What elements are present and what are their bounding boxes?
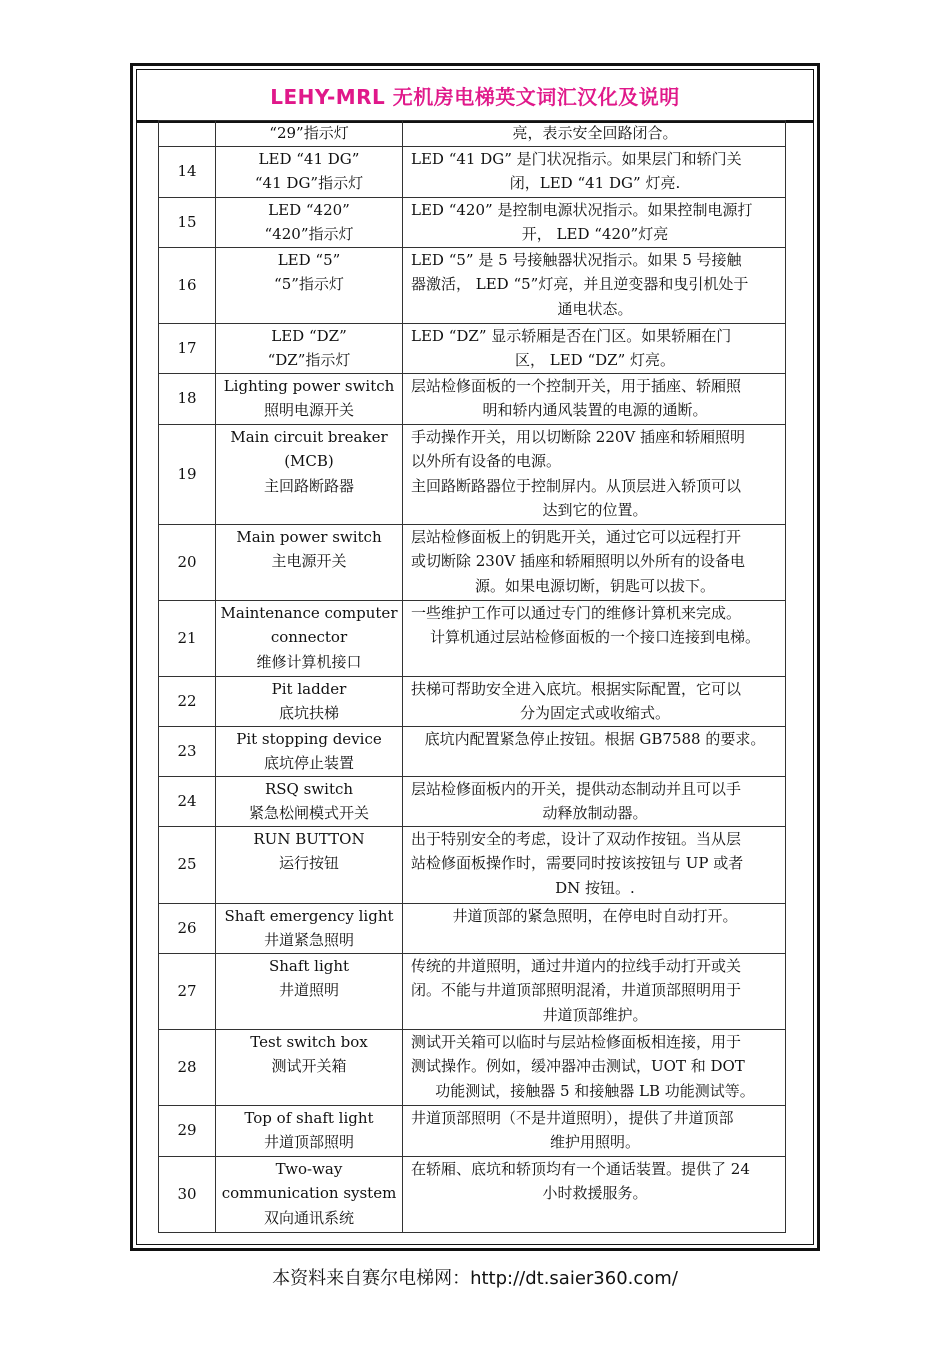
table-row [159,903,786,953]
term-name-line: communication system [221,1184,397,1202]
term-name-line: 照明电源开关 [263,401,354,419]
term-description [403,1105,786,1156]
term-name-line: “5”指示灯 [274,275,344,293]
term-description-line: 手动操作开关，用以切断除 220V 插座和轿厢照明 [411,427,746,446]
term-description-line: LED “DZ” 显示轿厢是否在门区。如果轿厢在门 [411,326,732,345]
term-description-line: 器激活， LED “5”灯亮，并且逆变器和曳引机处于 [411,275,749,293]
term-description-line: 区， LED “DZ” 灯亮。 [514,351,676,369]
term-name [216,600,403,676]
row-number: 18 [159,373,216,424]
term-description-line: 以外所有设备的电源。 [411,452,562,470]
term-description-line: 测试开关箱可以临时与层站检修面板相连接，用于 [411,1032,742,1051]
glossary-table-body [159,121,786,1233]
term-description-line: 井道顶部的紧急照明，在停电时自动打开。 [452,906,738,925]
term-name-line: “41 DG”指示灯 [254,174,364,192]
term-name-line: “420”指示灯 [264,225,354,243]
term-description [403,826,786,903]
term-description-line: 在轿厢、底坑和轿顶均有一个通话装置。提供了 24 [411,1159,750,1178]
term-name [216,424,403,524]
table-row [159,776,786,826]
term-name [216,1156,403,1232]
term-name-line: Top of shaft light [244,1108,374,1127]
term-description-line: 分为固定式或收缩式。 [519,704,670,722]
term-name-line: LED “DZ” [271,326,347,345]
term-name-line: Two-way [275,1159,343,1178]
term-name-line: Lighting power switch [223,376,395,395]
table-row [159,146,786,197]
footer-url[interactable]: http://dt.saier360.com/ [470,1268,678,1289]
term-description-line: DN 按钮。. [555,878,635,897]
term-name-line: 底坑扶梯 [278,704,339,722]
term-name-line: 主电源开关 [271,552,347,570]
term-name-line: 井道紧急照明 [263,931,354,949]
table-row [159,424,786,524]
table-row [159,726,786,776]
term-description-line: 源。如果电源切断，钥匙可以拔下。 [474,576,715,595]
term-name-line: Maintenance computer [220,603,398,622]
table-row [159,676,786,726]
term-name [216,197,403,247]
row-number: 29 [159,1105,216,1156]
term-description-line: 明和轿内通风装置的电源的通断。 [482,401,708,419]
row-number: 20 [159,524,216,600]
table-row [159,323,786,373]
table-row [159,247,786,323]
term-name-line: LED “41 DG” [258,149,360,168]
term-description [403,146,786,197]
term-name-line: Shaft emergency light [224,906,394,925]
term-name [216,373,403,424]
term-name-line: LED “5” [277,250,341,269]
term-description-line: 开， LED “420”灯亮 [521,225,669,243]
term-description-line: 通电状态。 [557,299,633,318]
term-name [216,1029,403,1105]
row-number: 30 [159,1156,216,1232]
term-name-line: 井道照明 [278,981,339,999]
term-name-line: “29”指示灯 [269,124,349,142]
term-name-line: RUN BUTTON [253,829,365,848]
term-description-line: 层站检修面板内的开关，提供动态制动并且可以手 [411,779,742,798]
term-description-line: 功能测试，接触器 5 和接触器 LB 功能测试等。 [435,1081,755,1100]
term-name-line: Main power switch [236,527,382,546]
term-description-line: 闭。不能与井道顶部照明混淆，井道顶部照明用于 [411,981,742,999]
row-number: 28 [159,1029,216,1105]
term-description [403,524,786,600]
row-number [159,121,216,147]
term-description-line: 底坑内配置紧急停止按钮。根据 GB7588 的要求。 [424,729,766,748]
term-description-line: 层站检修面板的一个控制开关，用于插座、轿厢照 [411,376,742,395]
table-row [159,1105,786,1156]
term-name-line: LED “420” [268,200,350,219]
term-description-line: 或切断除 230V 插座和轿厢照明以外所有的设备电 [411,552,746,570]
row-number: 25 [159,826,216,903]
row-number: 16 [159,247,216,323]
term-description-line: 层站检修面板上的钥匙开关，通过它可以远程打开 [411,527,742,546]
term-name-line: “DZ”指示灯 [267,351,351,369]
row-number: 27 [159,953,216,1029]
table-row [159,1156,786,1232]
term-name-line: RSQ switch [264,779,354,798]
row-number: 26 [159,903,216,953]
term-description-line: 小时救援服务。 [542,1184,648,1202]
table-row [159,953,786,1029]
row-number: 23 [159,726,216,776]
term-name [216,826,403,903]
term-description-line: 井道顶部照明（不是井道照明），提供了井道顶部 [411,1108,734,1127]
term-description-line: 主回路断路器位于控制屏内。从顶层进入轿顶可以 [411,476,742,495]
term-description-line: LED “5” 是 5 号接触器状况指示。如果 5 号接触 [411,250,742,269]
term-name-line: 运行按钮 [278,854,339,872]
term-description-line: LED “41 DG” 是门状况指示。如果层门和轿门关 [411,149,742,168]
table-row [159,600,786,676]
glossary-table [158,120,786,1233]
term-name [216,146,403,197]
term-description [403,1156,786,1232]
page-title: LEHY-MRL 无机房电梯英文词汇汉化及说明 [270,84,680,109]
title-bar [137,70,813,123]
row-number: 14 [159,146,216,197]
term-name-line: connector [270,628,348,646]
term-name-line: 底坑停止装置 [263,754,354,772]
term-name [216,726,403,776]
term-name-line: Main circuit breaker [230,427,388,446]
term-name [216,953,403,1029]
term-name-line: Test switch box [250,1032,368,1051]
term-description [403,323,786,373]
term-description-line: 站检修面板操作时，需要同时按该按钮与 UP 或者 [411,854,744,872]
table-row [159,826,786,903]
row-number: 17 [159,323,216,373]
term-name [216,524,403,600]
footer [0,1264,950,1290]
term-description [403,197,786,247]
term-description-line: 扶梯可帮助安全进入底坑。根据实际配置，它可以 [411,679,742,698]
table-row [159,121,786,147]
term-description [403,247,786,323]
term-name-line: 双向通讯系统 [263,1208,354,1227]
term-description-line: 达到它的位置。 [542,501,648,519]
row-number: 21 [159,600,216,676]
term-description-line: 传统的井道照明，通过井道内的拉线手动打开或关 [411,956,742,975]
term-name [216,903,403,953]
term-description [403,903,786,953]
term-description-line: 亮，表示安全回路闭合。 [512,124,678,142]
footer-label: 本资料来自赛尔电梯网： [272,1268,471,1289]
term-description [403,776,786,826]
term-description [403,600,786,676]
table-row [159,1029,786,1105]
term-description [403,424,786,524]
term-description-line: LED “420” 是控制电源状况指示。如果控制电源打 [411,200,753,219]
term-description-line: 维护用照明。 [549,1133,640,1151]
term-description-line: 出于特别安全的考虑，设计了双动作按钮。当从层 [411,829,742,848]
term-name-line: Shaft light [268,956,350,975]
term-description-line: 测试操作。例如，缓冲器冲击测试，UOT 和 DOT [411,1057,745,1075]
term-name-line: 主回路断路器 [263,476,354,495]
term-description [403,953,786,1029]
term-description-line: 一些维护工作可以通过专门的维修计算机来完成。 [411,603,742,622]
term-description [403,121,786,147]
document-frame [130,63,820,1251]
term-description [403,676,786,726]
term-description [403,373,786,424]
table-row [159,197,786,247]
table-row [159,524,786,600]
term-name [216,776,403,826]
row-number: 19 [159,424,216,524]
row-number: 15 [159,197,216,247]
term-name-line: (MCB) [284,452,334,470]
term-name-line: 井道顶部照明 [263,1133,354,1151]
term-description-line: 计算机通过层站检修面板的一个接口连接到电梯。 [429,628,760,646]
term-name-line: 测试开关箱 [271,1057,347,1075]
term-name-line: 紧急松闸模式开关 [248,804,369,822]
term-name [216,247,403,323]
term-description [403,1029,786,1105]
term-description-line: 闭，LED “41 DG” 灯亮. [509,174,681,192]
term-name-line: Pit ladder [271,679,347,698]
term-description-line: 动释放制动器。 [542,804,648,822]
row-number: 24 [159,776,216,826]
term-name [216,1105,403,1156]
term-name [216,676,403,726]
row-number: 22 [159,676,216,726]
table-row [159,373,786,424]
term-description-line: 井道顶部维护。 [542,1005,648,1024]
term-name [216,121,403,147]
term-description [403,726,786,776]
term-name [216,323,403,373]
term-name-line: 维修计算机接口 [256,652,362,671]
term-name-line: Pit stopping device [236,729,382,748]
